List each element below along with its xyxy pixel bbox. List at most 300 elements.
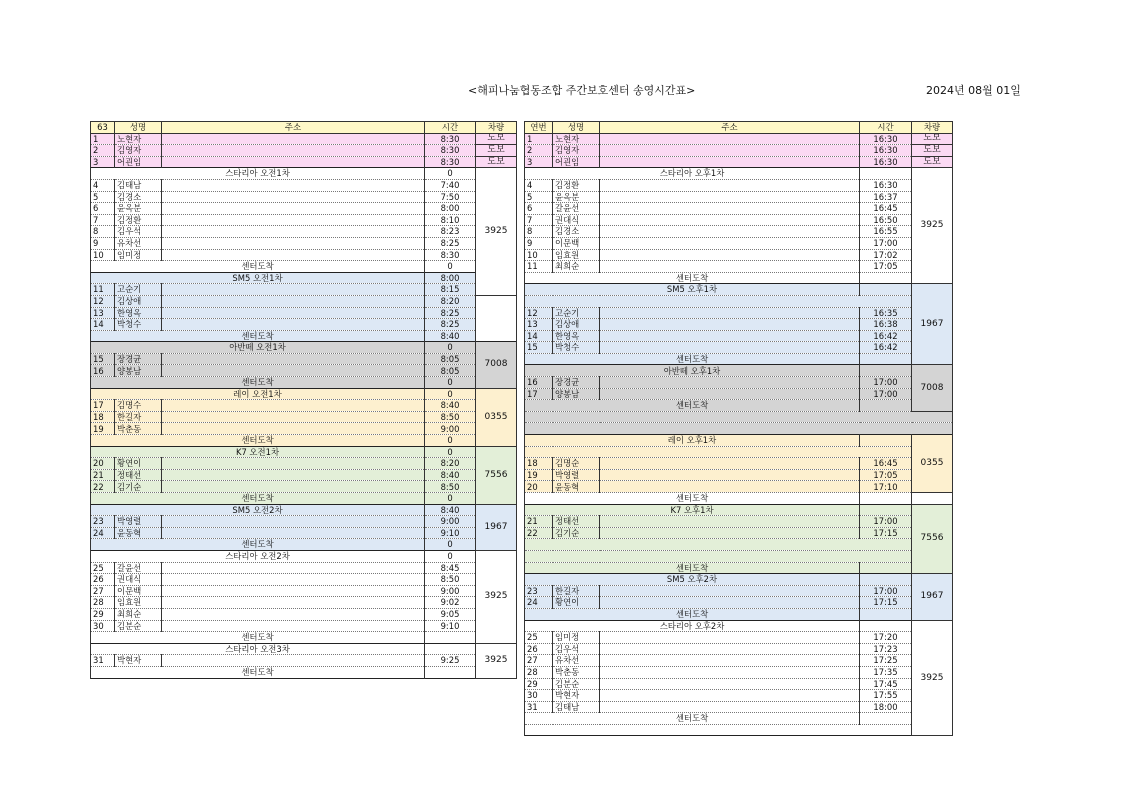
passenger-row: [525, 342, 953, 354]
passenger-name: 한영옥: [553, 330, 600, 342]
time-cell: 16:50: [860, 214, 912, 226]
passenger-name: 윤옥분: [553, 191, 600, 203]
row-number: 2: [525, 145, 553, 157]
address-cell: [600, 377, 860, 389]
address-cell: [600, 249, 860, 261]
passenger-row: [525, 237, 953, 249]
time-cell: [860, 608, 912, 620]
passenger-name: 이문백: [115, 585, 162, 597]
blank-cell: [525, 423, 953, 435]
passenger-row: [525, 330, 953, 342]
passenger-row: [91, 237, 517, 249]
route-header-row: [91, 272, 517, 284]
passenger-row: [91, 214, 517, 226]
passenger-row: [525, 632, 953, 644]
passenger-row: [91, 516, 517, 528]
passenger-row: [525, 145, 953, 157]
passenger-name: 정태선: [115, 469, 162, 481]
arrival-row: [525, 272, 953, 284]
passenger-row: [91, 203, 517, 215]
passenger-row: [525, 585, 953, 597]
passenger-name: 김명순: [553, 458, 600, 470]
row-number: 5: [91, 191, 115, 203]
passenger-row: [525, 469, 953, 481]
row-number: 13: [91, 307, 115, 319]
address-cell: [162, 574, 425, 586]
route-name: SM5 오후2차: [525, 574, 860, 586]
vehicle-cell: 도보: [476, 133, 517, 145]
address-cell: [600, 319, 860, 331]
time-cell: [860, 435, 912, 447]
passenger-name: 김영자: [553, 145, 600, 157]
time-cell: 8:10: [425, 214, 476, 226]
time-cell: 17:00: [860, 388, 912, 400]
arrival-row: [91, 435, 517, 447]
row-number: 28: [525, 666, 553, 678]
vehicle-cell: 7556: [476, 446, 517, 504]
row-number: 17: [525, 388, 553, 400]
route-header-row: [525, 435, 953, 447]
address-cell: [600, 214, 860, 226]
passenger-row: [91, 319, 517, 331]
passenger-name: 김영자: [115, 145, 162, 157]
blank-row: [525, 423, 953, 435]
passenger-row: [525, 179, 953, 191]
row-number: 20: [91, 458, 115, 470]
row-number: 17: [91, 400, 115, 412]
address-cell: [162, 458, 425, 470]
route-header-row: [91, 446, 517, 458]
vehicle-cell: 3925: [476, 643, 517, 678]
address-cell: [600, 690, 860, 702]
arrival-label: 센터도착: [525, 353, 860, 365]
vehicle-cell: 도보: [912, 133, 953, 145]
passenger-row: [525, 678, 953, 690]
time-cell: 8:00: [425, 203, 476, 215]
time-cell: 17:15: [860, 597, 912, 609]
passenger-name: 한길자: [553, 585, 600, 597]
time-cell: [860, 562, 912, 574]
address-cell: [162, 145, 425, 157]
time-cell: 17:35: [860, 666, 912, 678]
row-number: 25: [91, 562, 115, 574]
passenger-name: 박춘동: [553, 666, 600, 678]
passenger-name: 어괸임: [115, 156, 162, 168]
time-cell: 0: [425, 377, 476, 389]
passenger-name: 윤동혁: [115, 527, 162, 539]
document-date: 2024년 08월 01일: [926, 84, 1021, 97]
time-cell: 17:23: [860, 643, 912, 655]
time-cell: 17:55: [860, 690, 912, 702]
route-header-row: [91, 550, 517, 562]
time-cell: 16:30: [860, 133, 912, 145]
row-number: 20: [525, 481, 553, 493]
vehicle-cell: 1967: [476, 504, 517, 550]
arrival-row: [91, 493, 517, 505]
passenger-row: [91, 655, 517, 667]
address-cell: [162, 353, 425, 365]
address-cell: [600, 643, 860, 655]
passenger-name: 김우석: [553, 643, 600, 655]
time-cell: 17:00: [860, 377, 912, 389]
vehicle-cell: 3925: [912, 168, 953, 284]
time-cell: 8:05: [425, 365, 476, 377]
address-cell: [162, 156, 425, 168]
passenger-name: 김우석: [115, 226, 162, 238]
time-cell: 17:25: [860, 655, 912, 667]
row-number: 6: [525, 203, 553, 215]
passenger-name: 박춘동: [115, 423, 162, 435]
row-number: 26: [525, 643, 553, 655]
row-number: 27: [91, 585, 115, 597]
address-cell: [162, 469, 425, 481]
route-name: K7 오후1차: [525, 504, 860, 516]
passenger-row: [91, 156, 517, 168]
passenger-row: [91, 179, 517, 191]
row-number: 26: [91, 574, 115, 586]
passenger-row: [525, 458, 953, 470]
route-header-row: [525, 504, 953, 516]
row-number: 4: [525, 179, 553, 191]
time-cell: 16:35: [860, 307, 912, 319]
passenger-row: [525, 261, 953, 273]
passenger-row: [525, 666, 953, 678]
row-number: 16: [525, 377, 553, 389]
time-cell: 8:25: [425, 307, 476, 319]
passenger-name: 정태선: [553, 516, 600, 528]
header-no: 연번: [525, 122, 553, 134]
time-cell: 16:30: [860, 145, 912, 157]
vehicle-cell: 도보: [912, 156, 953, 168]
arrival-label: 센터도착: [525, 713, 860, 725]
time-cell: 9:25: [425, 655, 476, 667]
time-cell: 17:20: [860, 632, 912, 644]
time-cell: 8:40: [425, 330, 476, 342]
time-cell: 0: [425, 342, 476, 354]
arrival-label: 센터도착: [91, 493, 425, 505]
route-header-row: [91, 643, 517, 655]
passenger-row: [91, 191, 517, 203]
row-number: 3: [525, 156, 553, 168]
address-cell: [600, 388, 860, 400]
row-number: 6: [91, 203, 115, 215]
arrival-row: [91, 377, 517, 389]
passenger-name: 갈윤선: [115, 562, 162, 574]
morning-schedule-table: [90, 121, 517, 679]
blank-cell: [525, 550, 912, 562]
address-cell: [162, 307, 425, 319]
address-cell: [162, 284, 425, 296]
passenger-name: 장경균: [553, 377, 600, 389]
passenger-row: [91, 562, 517, 574]
passenger-row: [525, 307, 953, 319]
time-cell: 8:25: [425, 237, 476, 249]
passenger-name: 고순기: [115, 284, 162, 296]
time-cell: 0: [425, 261, 476, 273]
passenger-row: [91, 423, 517, 435]
passenger-name: 박현자: [115, 655, 162, 667]
passenger-row: [91, 400, 517, 412]
passenger-row: [91, 145, 517, 157]
time-cell: 8:50: [425, 411, 476, 423]
route-header-row: [91, 388, 517, 400]
header-time: 시간: [860, 122, 912, 134]
passenger-name: 박영렬: [553, 469, 600, 481]
address-cell: [600, 655, 860, 667]
passenger-name: 박영렬: [115, 516, 162, 528]
row-number: 14: [525, 330, 553, 342]
vehicle-cell: 1967: [912, 574, 953, 620]
passenger-row: [91, 411, 517, 423]
route-name: 스타리아 오후1차: [525, 168, 860, 180]
time-cell: 17:45: [860, 678, 912, 690]
row-number: 21: [91, 469, 115, 481]
header-name: 성명: [115, 122, 162, 134]
row-number: 12: [91, 295, 115, 307]
row-number: 29: [91, 608, 115, 620]
passenger-row: [525, 516, 953, 528]
vehicle-cell: 7556: [912, 504, 953, 574]
address-cell: [162, 608, 425, 620]
header-address: 주소: [600, 122, 860, 134]
blank-row: [525, 411, 953, 423]
address-cell: [162, 179, 425, 191]
time-cell: 0: [425, 388, 476, 400]
time-cell: [860, 493, 912, 505]
time-cell: 16:42: [860, 330, 912, 342]
row-number: 10: [91, 249, 115, 261]
blank-row: [525, 295, 953, 307]
passenger-row: [525, 643, 953, 655]
address-cell: [600, 342, 860, 354]
table-header-row: [525, 122, 953, 134]
passenger-name: 임미정: [553, 632, 600, 644]
row-number: 25: [525, 632, 553, 644]
time-cell: [425, 632, 476, 644]
row-number: 2: [91, 145, 115, 157]
time-cell: 18:00: [860, 701, 912, 713]
blank-cell: [525, 724, 912, 736]
route-header-row: [91, 504, 517, 516]
time-cell: 8:45: [425, 562, 476, 574]
passenger-name: 김상애: [553, 319, 600, 331]
time-cell: 8:20: [425, 295, 476, 307]
passenger-name: 한영옥: [115, 307, 162, 319]
row-number: 12: [525, 307, 553, 319]
route-header-row: [525, 620, 953, 632]
time-cell: 9:05: [425, 608, 476, 620]
afternoon-schedule-table: [524, 121, 953, 736]
row-number: 19: [525, 469, 553, 481]
passenger-row: [91, 353, 517, 365]
route-name: 스타리아 오전2차: [91, 550, 425, 562]
passenger-name: 윤동혁: [553, 481, 600, 493]
time-cell: [860, 168, 912, 180]
passenger-row: [525, 388, 953, 400]
route-name: 아반떼 오후1차: [525, 365, 860, 377]
vehicle-cell: 도보: [912, 145, 953, 157]
arrival-row: [91, 261, 517, 273]
time-cell: 16:30: [860, 156, 912, 168]
time-cell: 0: [425, 493, 476, 505]
row-number: 24: [525, 597, 553, 609]
arrival-label: 센터도착: [525, 562, 860, 574]
row-number: 31: [525, 701, 553, 713]
time-cell: [860, 400, 912, 412]
time-cell: 9:00: [425, 585, 476, 597]
row-number: 30: [525, 690, 553, 702]
passenger-row: [91, 133, 517, 145]
passenger-name: 유차선: [115, 237, 162, 249]
time-cell: 17:05: [860, 469, 912, 481]
passenger-row: [525, 701, 953, 713]
address-cell: [162, 191, 425, 203]
address-cell: [600, 597, 860, 609]
passenger-row: [91, 620, 517, 632]
passenger-name: 김정환: [553, 179, 600, 191]
time-cell: 0: [425, 550, 476, 562]
address-cell: [162, 226, 425, 238]
address-cell: [600, 179, 860, 191]
route-name: 레이 오후1차: [525, 435, 860, 447]
time-cell: 0: [425, 539, 476, 551]
address-cell: [600, 191, 860, 203]
address-cell: [600, 678, 860, 690]
row-number: 11: [525, 261, 553, 273]
passenger-name: 김경소: [115, 191, 162, 203]
passenger-row: [525, 249, 953, 261]
time-cell: 9:02: [425, 597, 476, 609]
arrival-row: [91, 632, 517, 644]
address-cell: [162, 249, 425, 261]
arrival-label: 센터도착: [91, 666, 425, 678]
row-number: 7: [91, 214, 115, 226]
row-number: 28: [91, 597, 115, 609]
time-cell: [860, 353, 912, 365]
route-name: 아반떼 오전1차: [91, 342, 425, 354]
arrival-row: [525, 713, 953, 725]
passenger-name: 양봉남: [553, 388, 600, 400]
time-cell: 8:20: [425, 458, 476, 470]
time-cell: 9:10: [425, 527, 476, 539]
time-cell: 8:50: [425, 481, 476, 493]
row-number: 14: [91, 319, 115, 331]
passenger-row: [525, 319, 953, 331]
address-cell: [600, 145, 860, 157]
passenger-row: [525, 481, 953, 493]
passenger-row: [525, 690, 953, 702]
row-number: 31: [91, 655, 115, 667]
route-header-row: [91, 168, 517, 180]
document-title: <해피나눔협동조합 주간보호센터 송영시간표>: [468, 84, 696, 97]
time-cell: 17:10: [860, 481, 912, 493]
row-number: 9: [525, 237, 553, 249]
address-cell: [162, 516, 425, 528]
row-number: 1: [525, 133, 553, 145]
passenger-row: [525, 377, 953, 389]
time-cell: 8:50: [425, 574, 476, 586]
vehicle-cell: 1967: [912, 284, 953, 365]
arrival-row: [91, 330, 517, 342]
time-cell: 8:40: [425, 504, 476, 516]
route-header-row: [91, 342, 517, 354]
blank-cell: [525, 411, 953, 423]
address-cell: [162, 203, 425, 215]
address-cell: [600, 666, 860, 678]
arrival-row: [525, 400, 953, 412]
passenger-name: 권대식: [553, 214, 600, 226]
address-cell: [600, 133, 860, 145]
passenger-row: [91, 608, 517, 620]
time-cell: 17:00: [860, 585, 912, 597]
time-cell: 7:50: [425, 191, 476, 203]
blank-row: [525, 724, 953, 736]
row-number: 8: [525, 226, 553, 238]
passenger-name: 황연이: [115, 458, 162, 470]
route-header-row: [525, 284, 953, 296]
passenger-name: 김분순: [553, 678, 600, 690]
time-cell: 9:10: [425, 620, 476, 632]
passenger-row: [525, 133, 953, 145]
passenger-name: 김정환: [115, 214, 162, 226]
blank-row: [525, 446, 953, 458]
route-header-row: [525, 574, 953, 586]
vehicle-cell: 7008: [912, 365, 953, 411]
row-number: 23: [91, 516, 115, 528]
route-name: 센터도착: [525, 493, 860, 505]
vehicle-cell: 0355: [476, 388, 517, 446]
arrival-label: 센터도착: [91, 377, 425, 389]
vehicle-cell: 3925: [476, 168, 517, 296]
arrival-row: [525, 608, 953, 620]
passenger-name: 이문백: [553, 237, 600, 249]
address-cell: [162, 133, 425, 145]
passenger-name: 최희순: [553, 261, 600, 273]
passenger-row: [525, 191, 953, 203]
address-cell: [600, 330, 860, 342]
passenger-row: [91, 481, 517, 493]
row-number: 27: [525, 655, 553, 667]
arrival-row: [91, 539, 517, 551]
address-cell: [162, 620, 425, 632]
time-cell: 16:37: [860, 191, 912, 203]
passenger-row: [91, 469, 517, 481]
passenger-name: 권대식: [115, 574, 162, 586]
address-cell: [600, 261, 860, 273]
row-number: 1: [91, 133, 115, 145]
address-cell: [600, 237, 860, 249]
route-name: 레이 오전1차: [91, 388, 425, 400]
address-cell: [600, 156, 860, 168]
passenger-name: 윤옥분: [115, 203, 162, 215]
vehicle-cell: 0355: [912, 435, 953, 493]
vehicle-cell: 7008: [476, 342, 517, 388]
arrival-label: 센터도착: [91, 632, 425, 644]
header-vehicle: 차량: [476, 122, 517, 134]
passenger-row: [91, 284, 517, 296]
time-cell: 9:00: [425, 423, 476, 435]
passenger-name: 김기순: [115, 481, 162, 493]
row-number: 21: [525, 516, 553, 528]
time-cell: 8:25: [425, 319, 476, 331]
time-cell: 17:00: [860, 237, 912, 249]
passenger-row: [525, 203, 953, 215]
address-cell: [162, 655, 425, 667]
address-cell: [600, 701, 860, 713]
time-cell: 8:00: [425, 272, 476, 284]
passenger-row: [525, 156, 953, 168]
arrival-label: 센터도착: [91, 539, 425, 551]
